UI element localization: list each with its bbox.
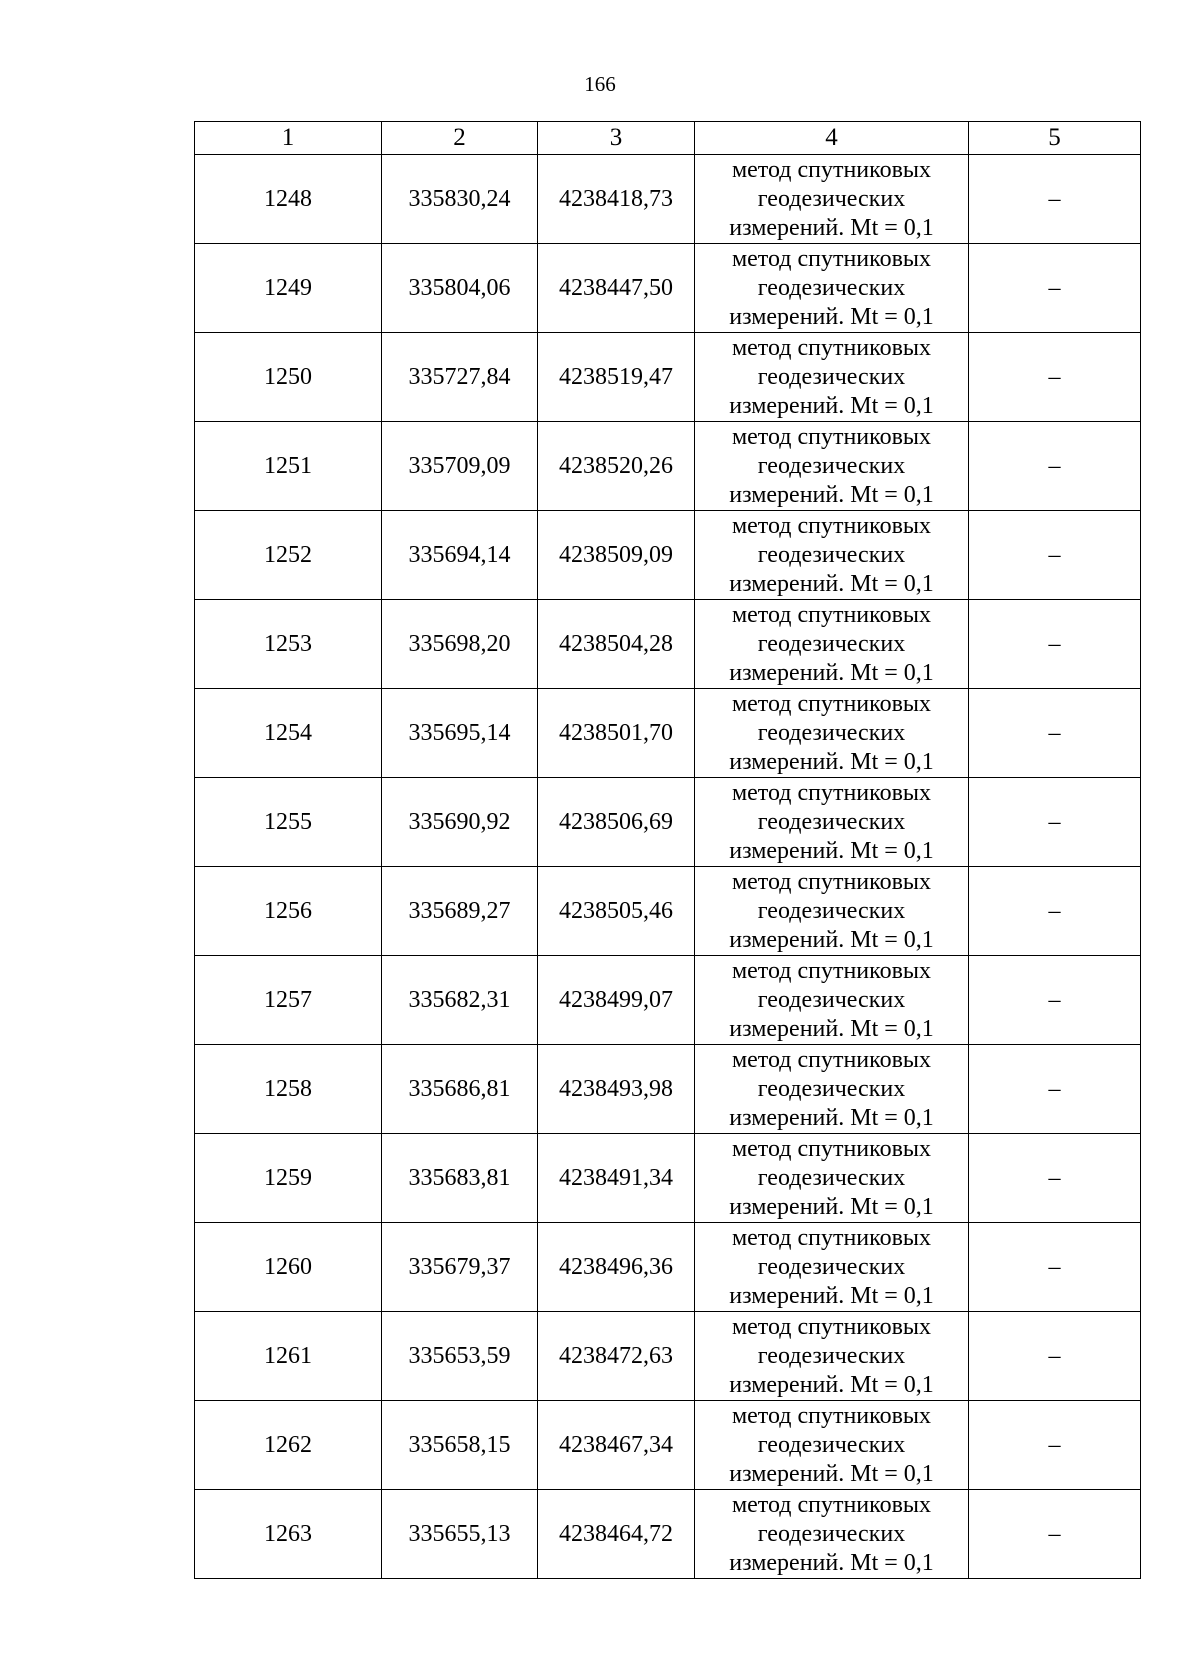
y-coordinate-cell: 4238504,28 bbox=[538, 600, 695, 689]
table-row bbox=[195, 511, 1141, 600]
method-line-3: измерений. Mt = 0,1 bbox=[729, 659, 934, 686]
method-line-2: геодезических bbox=[757, 897, 906, 924]
x-coordinate-cell: 335694,14 bbox=[382, 511, 538, 600]
x-coordinate-cell: 335804,06 bbox=[382, 244, 538, 333]
point-number-cell: 1251 bbox=[195, 422, 382, 511]
point-number-cell: 1257 bbox=[195, 956, 382, 1045]
x-coordinate-cell: 335698,20 bbox=[382, 600, 538, 689]
method-line-2: геодезических bbox=[757, 1431, 906, 1458]
point-number-cell: 1262 bbox=[195, 1401, 382, 1490]
table-row bbox=[195, 422, 1141, 511]
table-row bbox=[195, 1401, 1141, 1490]
method-cell bbox=[695, 867, 969, 956]
y-coordinate-cell: 4238493,98 bbox=[538, 1045, 695, 1134]
column-5-cell: – bbox=[969, 778, 1141, 867]
coordinates-table bbox=[194, 121, 1141, 1579]
x-coordinate-cell: 335695,14 bbox=[382, 689, 538, 778]
method-cell bbox=[695, 244, 969, 333]
method-cell bbox=[695, 422, 969, 511]
table-row bbox=[195, 1312, 1141, 1401]
table-header-row bbox=[195, 122, 1141, 155]
method-line-1: метод спутниковых bbox=[731, 868, 932, 895]
column-header-5: 5 bbox=[969, 122, 1141, 155]
method-line-2: геодезических bbox=[757, 363, 906, 390]
method-line-1: метод спутниковых bbox=[731, 957, 932, 984]
column-5-cell: – bbox=[969, 1312, 1141, 1401]
x-coordinate-cell: 335686,81 bbox=[382, 1045, 538, 1134]
column-5-cell: – bbox=[969, 867, 1141, 956]
method-line-2: геодезических bbox=[757, 185, 906, 212]
method-line-2: геодезических bbox=[757, 541, 906, 568]
table-row bbox=[195, 155, 1141, 244]
y-coordinate-cell: 4238491,34 bbox=[538, 1134, 695, 1223]
method-line-1: метод спутниковых bbox=[731, 423, 932, 450]
method-cell bbox=[695, 333, 969, 422]
point-number-cell: 1261 bbox=[195, 1312, 382, 1401]
method-cell bbox=[695, 778, 969, 867]
method-line-3: измерений. Mt = 0,1 bbox=[729, 1549, 934, 1576]
method-cell bbox=[695, 511, 969, 600]
point-number-cell: 1260 bbox=[195, 1223, 382, 1312]
y-coordinate-cell: 4238418,73 bbox=[538, 155, 695, 244]
column-5-cell: – bbox=[969, 1401, 1141, 1490]
point-number-cell: 1254 bbox=[195, 689, 382, 778]
method-line-1: метод спутниковых bbox=[731, 690, 932, 717]
column-5-cell: – bbox=[969, 333, 1141, 422]
method-line-2: геодезических bbox=[757, 1520, 906, 1547]
method-line-2: геодезических bbox=[757, 1253, 906, 1280]
method-line-3: измерений. Mt = 0,1 bbox=[729, 926, 934, 953]
column-5-cell: – bbox=[969, 600, 1141, 689]
x-coordinate-cell: 335727,84 bbox=[382, 333, 538, 422]
column-header-1: 1 bbox=[195, 122, 382, 155]
method-line-1: метод спутниковых bbox=[731, 1313, 932, 1340]
method-line-1: метод спутниковых bbox=[731, 512, 932, 539]
method-cell bbox=[695, 1045, 969, 1134]
x-coordinate-cell: 335830,24 bbox=[382, 155, 538, 244]
table-row bbox=[195, 333, 1141, 422]
x-coordinate-cell: 335683,81 bbox=[382, 1134, 538, 1223]
method-cell bbox=[695, 1312, 969, 1401]
method-line-1: метод спутниковых bbox=[731, 334, 932, 361]
table-row bbox=[195, 867, 1141, 956]
point-number-cell: 1248 bbox=[195, 155, 382, 244]
x-coordinate-cell: 335655,13 bbox=[382, 1490, 538, 1579]
y-coordinate-cell: 4238464,72 bbox=[538, 1490, 695, 1579]
y-coordinate-cell: 4238499,07 bbox=[538, 956, 695, 1045]
method-line-1: метод спутниковых bbox=[731, 1046, 932, 1073]
method-line-2: геодезических bbox=[757, 986, 906, 1013]
table-row bbox=[195, 956, 1141, 1045]
method-line-3: измерений. Mt = 0,1 bbox=[729, 303, 934, 330]
method-cell bbox=[695, 1490, 969, 1579]
method-line-1: метод спутниковых bbox=[731, 1224, 932, 1251]
y-coordinate-cell: 4238520,26 bbox=[538, 422, 695, 511]
column-header-2: 2 bbox=[382, 122, 538, 155]
method-cell bbox=[695, 1134, 969, 1223]
method-line-3: измерений. Mt = 0,1 bbox=[729, 748, 934, 775]
y-coordinate-cell: 4238472,63 bbox=[538, 1312, 695, 1401]
y-coordinate-cell: 4238501,70 bbox=[538, 689, 695, 778]
column-5-cell: – bbox=[969, 244, 1141, 333]
point-number-cell: 1259 bbox=[195, 1134, 382, 1223]
method-line-1: метод спутниковых bbox=[731, 1491, 932, 1518]
method-line-3: измерений. Mt = 0,1 bbox=[729, 837, 934, 864]
x-coordinate-cell: 335689,27 bbox=[382, 867, 538, 956]
method-line-3: измерений. Mt = 0,1 bbox=[729, 1282, 934, 1309]
table-row bbox=[195, 778, 1141, 867]
point-number-cell: 1249 bbox=[195, 244, 382, 333]
table-body bbox=[195, 155, 1141, 1579]
table-row bbox=[195, 1490, 1141, 1579]
method-cell bbox=[695, 689, 969, 778]
column-5-cell: – bbox=[969, 956, 1141, 1045]
method-line-2: геодезических bbox=[757, 274, 906, 301]
point-number-cell: 1250 bbox=[195, 333, 382, 422]
method-cell bbox=[695, 1401, 969, 1490]
method-line-2: геодезических bbox=[757, 1075, 906, 1102]
column-header-3: 3 bbox=[538, 122, 695, 155]
method-line-2: геодезических bbox=[757, 719, 906, 746]
x-coordinate-cell: 335690,92 bbox=[382, 778, 538, 867]
column-5-cell: – bbox=[969, 1223, 1141, 1312]
table-row bbox=[195, 1045, 1141, 1134]
column-5-cell: – bbox=[969, 1045, 1141, 1134]
point-number-cell: 1253 bbox=[195, 600, 382, 689]
method-line-3: измерений. Mt = 0,1 bbox=[729, 1104, 934, 1131]
page-number: 166 bbox=[584, 72, 616, 96]
column-5-cell: – bbox=[969, 689, 1141, 778]
method-line-3: измерений. Mt = 0,1 bbox=[729, 481, 934, 508]
method-cell bbox=[695, 956, 969, 1045]
x-coordinate-cell: 335653,59 bbox=[382, 1312, 538, 1401]
x-coordinate-cell: 335658,15 bbox=[382, 1401, 538, 1490]
x-coordinate-cell: 335679,37 bbox=[382, 1223, 538, 1312]
method-line-3: измерений. Mt = 0,1 bbox=[729, 214, 934, 241]
y-coordinate-cell: 4238519,47 bbox=[538, 333, 695, 422]
method-line-2: геодезических bbox=[757, 630, 906, 657]
column-5-cell: – bbox=[969, 155, 1141, 244]
point-number-cell: 1258 bbox=[195, 1045, 382, 1134]
method-line-2: геодезических bbox=[757, 808, 906, 835]
x-coordinate-cell: 335709,09 bbox=[382, 422, 538, 511]
point-number-cell: 1263 bbox=[195, 1490, 382, 1579]
method-line-3: измерений. Mt = 0,1 bbox=[729, 1460, 934, 1487]
y-coordinate-cell: 4238467,34 bbox=[538, 1401, 695, 1490]
method-line-3: измерений. Mt = 0,1 bbox=[729, 1193, 934, 1220]
y-coordinate-cell: 4238496,36 bbox=[538, 1223, 695, 1312]
method-line-1: метод спутниковых bbox=[731, 245, 932, 272]
method-cell bbox=[695, 155, 969, 244]
coordinates-table-container bbox=[194, 121, 1140, 1579]
y-coordinate-cell: 4238505,46 bbox=[538, 867, 695, 956]
x-coordinate-cell: 335682,31 bbox=[382, 956, 538, 1045]
table-row bbox=[195, 1134, 1141, 1223]
y-coordinate-cell: 4238447,50 bbox=[538, 244, 695, 333]
column-5-cell: – bbox=[969, 1134, 1141, 1223]
column-5-cell: – bbox=[969, 511, 1141, 600]
method-line-1: метод спутниковых bbox=[731, 1402, 932, 1429]
method-line-1: метод спутниковых bbox=[731, 156, 932, 183]
method-line-2: геодезических bbox=[757, 452, 906, 479]
method-line-3: измерений. Mt = 0,1 bbox=[729, 1015, 934, 1042]
method-line-2: геодезических bbox=[757, 1342, 906, 1369]
method-line-3: измерений. Mt = 0,1 bbox=[729, 1371, 934, 1398]
method-line-1: метод спутниковых bbox=[731, 779, 932, 806]
method-cell bbox=[695, 600, 969, 689]
method-line-3: измерений. Mt = 0,1 bbox=[729, 570, 934, 597]
column-5-cell: – bbox=[969, 1490, 1141, 1579]
y-coordinate-cell: 4238509,09 bbox=[538, 511, 695, 600]
method-line-3: измерений. Mt = 0,1 bbox=[729, 392, 934, 419]
point-number-cell: 1252 bbox=[195, 511, 382, 600]
point-number-cell: 1255 bbox=[195, 778, 382, 867]
method-line-1: метод спутниковых bbox=[731, 1135, 932, 1162]
method-line-1: метод спутниковых bbox=[731, 601, 932, 628]
method-line-2: геодезических bbox=[757, 1164, 906, 1191]
table-row bbox=[195, 689, 1141, 778]
point-number-cell: 1256 bbox=[195, 867, 382, 956]
method-cell bbox=[695, 1223, 969, 1312]
table-row bbox=[195, 600, 1141, 689]
y-coordinate-cell: 4238506,69 bbox=[538, 778, 695, 867]
table-row bbox=[195, 244, 1141, 333]
table-row bbox=[195, 1223, 1141, 1312]
column-5-cell: – bbox=[969, 422, 1141, 511]
column-header-4: 4 bbox=[695, 122, 969, 155]
